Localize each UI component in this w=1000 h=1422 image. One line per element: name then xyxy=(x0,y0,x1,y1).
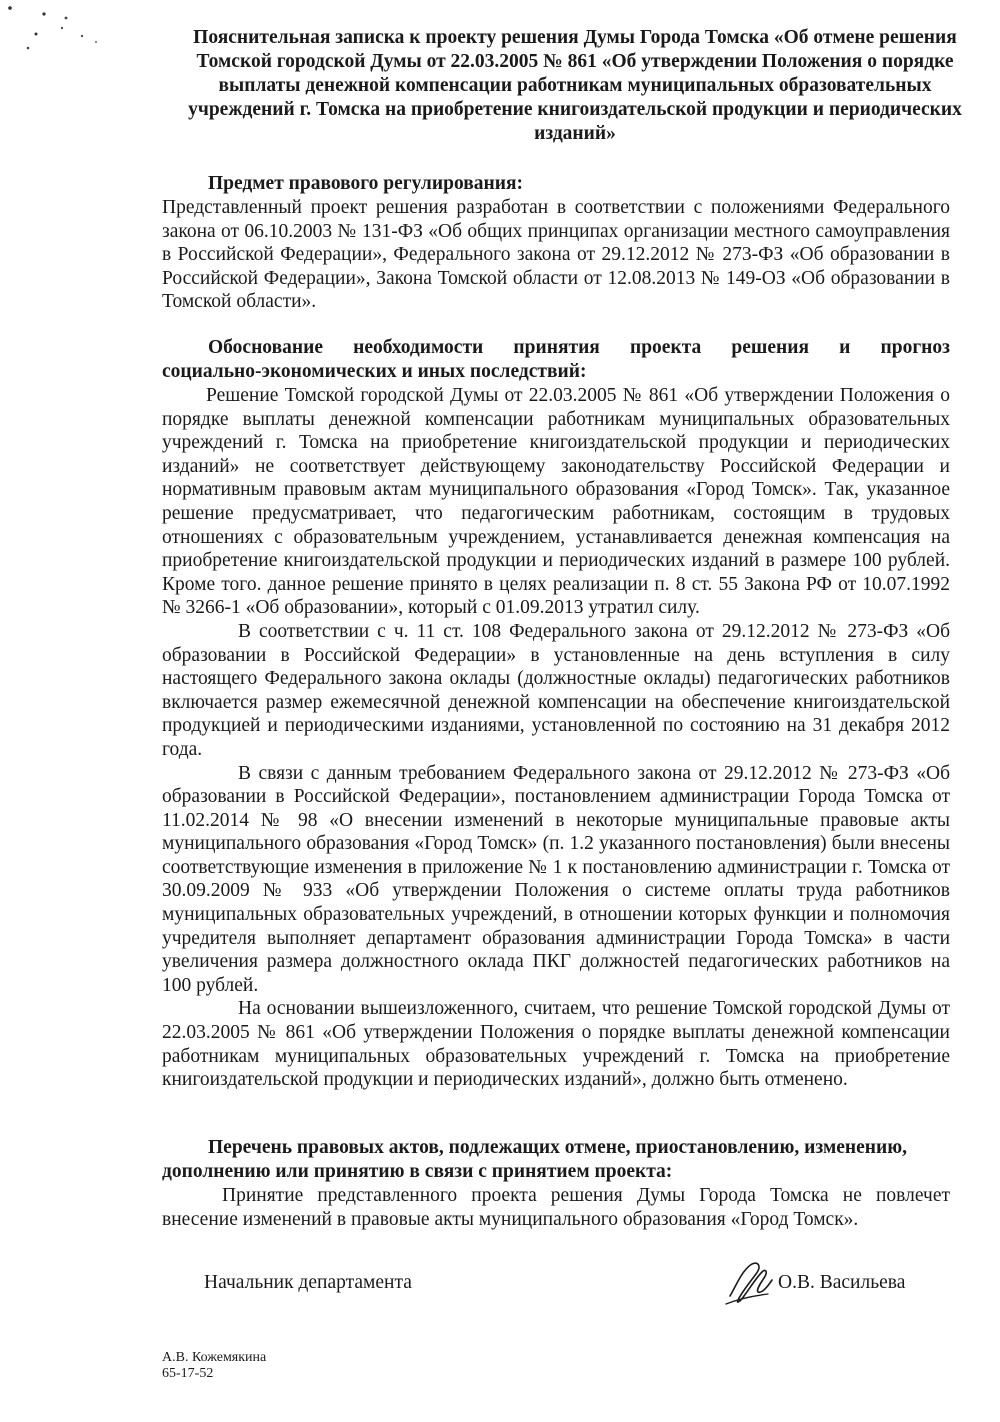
paragraph: В связи с данным требованием Федерального закона от 29.12.2012 № 273-ФЗ «Об образовании в Российской Федерации», постановлением администрации Города Томска от 11.02.2014 № 98 «О внесении изменений в некоторые муниципальные правовые акты муниципального образования «Город Томск» (п. 1.2 указанного постановления) были внесены соответствующие изменения в приложение № 1 к постановлению администрации г. Томска от 30.09.2009 № 933 «Об утверждении Положения о системе оплаты труда работников муниципальных образовательных учреждений, в отношении которых функции и полномочия учредителя выполняет департамент образования администрации Города Томска» в части увеличения размера должностного оклада ПКГ должностей педагогических работников на 100 рублей. xyxy=(162,762,950,996)
handwritten-signature xyxy=(722,1256,778,1310)
executor-name: А.В. Кожемякина xyxy=(162,1350,267,1365)
heading-line: социально-экономических и иных последствий: xyxy=(162,361,587,382)
paragraph: Представленный проект решения разработан в соответствии с положениями Федерального закона от 06.10.2003 № 131-ФЗ «Об общих принципах организации местного самоуправления в Российской Федерации», Федерального закона от 29.12.2012 № 273-ФЗ «Об образовании в Российской Федерации», Закона Томской области от 12.08.2013 № 149-ОЗ «Об образовании в Томской области». xyxy=(162,197,950,313)
section-heading-justification xyxy=(162,336,950,384)
heading-line: Перечень правовых актов, подлежащих отмене, приостановлению, изменению, xyxy=(208,1137,908,1158)
paragraph: Решение Томской городской Думы от 22.03.2005 № 861 «Об утверждении Положения о порядке выплаты денежной компенсации работникам муниципальных образовательных учреждений г. Томска на приобретение книгоиздательской продукции и периодических изданий» не соответствует действующему законодательству Российской Федерации и нормативным правовым актам муниципального образования «Город Томск». Так, указанное решение предусматривает, что педагогическим работникам, состоящим в трудовых отношениях с образовательным учреждением, устанавливается денежная компенсация на приобретение книгоиздательской продукции и периодических изданий в размере 100 рублей. Кроме того. данное решение принято в целях реализации п. 8 ст. 55 Закона РФ от 10.07.1992 № 3266-1 «Об образовании», который с 01.09.2013 утратил силу. xyxy=(162,385,950,619)
paragraph: На основании вышеизложенного, считаем, что решение Томской городской Думы от 22.03.2005 № 861 «Об утверждении Положения о порядке выплаты денежной компенсации работникам муниципальных образовательных учреждений г. Томска на приобретение книгоиздательской продукции и периодических изданий», должно быть отменено. xyxy=(162,998,950,1091)
scan-specks xyxy=(0,0,120,60)
signature-block xyxy=(204,1270,950,1310)
heading-line: Обоснование необходимости принятия проекта решения и прогноз xyxy=(208,337,950,358)
section-justification-body xyxy=(162,384,950,1092)
section-heading-legal-acts xyxy=(162,1136,950,1184)
section-legal-acts-body xyxy=(162,1184,950,1231)
section-heading-subject: Предмет правового регулирования: xyxy=(208,173,523,194)
heading-line: дополнению или принятию в связи с принятием проекта: xyxy=(162,1161,673,1182)
signatory-role: Начальник департамента xyxy=(204,1272,412,1293)
paragraph: В соответствии с ч. 11 ст. 108 Федерального закона от 29.12.2012 № 273-ФЗ «Об образовании в Российской Федерации» в установленные на день вступления в силу настоящего Федерального закона оклады (должностные оклады) педагогических работников включается размер ежемесячной денежной компенсации на обеспечение книгоиздательской продукцией и периодическими изданиями, установленной по состоянию на 31 декабря 2012 года. xyxy=(162,620,950,760)
executor-phone: 65-17-52 xyxy=(162,1366,214,1381)
signatory-name: О.В. Васильева xyxy=(778,1272,906,1293)
document-title: Пояснительная записка к проекту решения Думы Города Томска «Об отмене решения Томской городской Думы от 22.03.2005 № 861 «Об утверждении Положения о порядке выплаты денежной компенсации работникам муниципальных образовательных учреждений г. Томска на приобретение книгоиздательской продукции и периодических изданий» xyxy=(188,27,962,144)
paragraph: Принятие представленного проекта решения Думы Города Томска не повлечет внесение изменений в правовые акты муниципального образования «Город Томск». xyxy=(162,1185,950,1230)
section-subject-body xyxy=(162,196,950,314)
executor-footer xyxy=(162,1350,266,1382)
